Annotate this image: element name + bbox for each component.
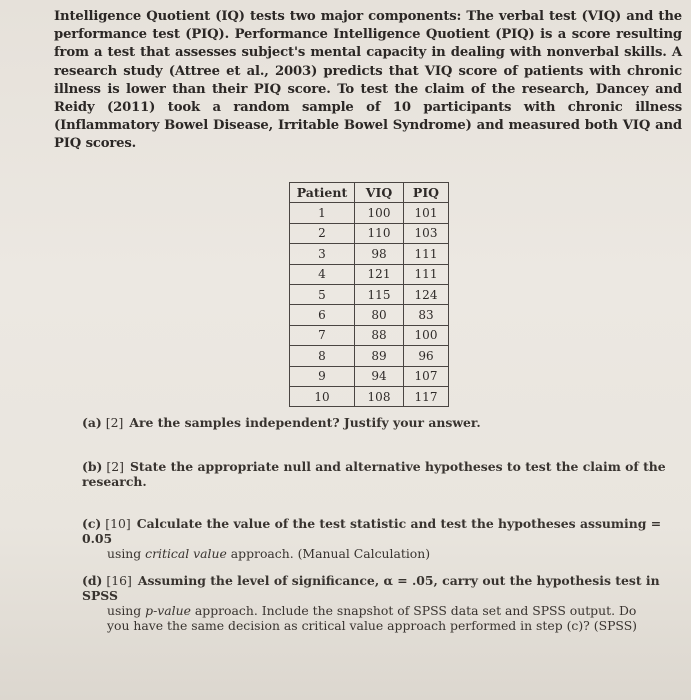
question-text-line2 [82, 546, 682, 561]
table-row [290, 366, 449, 386]
text-pre: using [107, 603, 146, 618]
question-text: State the appropriate null and alternative hypotheses to test the claim of the research. [82, 459, 666, 489]
question-d [82, 573, 682, 633]
intro-paragraph: Intelligence Quotient (IQ) tests two major components: The verbal test (VIQ) and the performance test (PIQ). Performance Intelligence Quotient (PIQ) is a score resulting from a test that assesses subject's mental capacity in dealing with nonverbal skills. A research study (Attree et al., 2003) predicts that VIQ score of patients with chronic illness is lower than their PIQ score. To test the claim of the research, Dancey and Reidy (2011) took a random sample of 10 participants with chronic illness (Inflammatory Bowel Disease, Irritable Bowel Syndrome) and measured both VIQ and PIQ scores. [54, 9, 682, 152]
viq-cell: 110 [355, 223, 404, 243]
viq-cell: 100 [355, 203, 404, 223]
patient-cell: 7 [290, 325, 355, 345]
table-row [290, 284, 449, 304]
question-a [82, 415, 682, 430]
piq-cell: 101 [404, 203, 449, 223]
piq-cell: 111 [404, 244, 449, 264]
viq-cell: 108 [355, 386, 404, 406]
question-label: (b) [82, 459, 103, 474]
table-row [290, 386, 449, 406]
viq-cell: 80 [355, 305, 404, 325]
table-header-row [290, 183, 449, 203]
viq-cell: 115 [355, 284, 404, 304]
viq-cell: 88 [355, 325, 404, 345]
question-b [82, 459, 682, 489]
piq-cell: 111 [404, 264, 449, 284]
table-row [290, 244, 449, 264]
question-c [82, 516, 682, 561]
text-pre: using [107, 546, 146, 561]
text-emphasis: critical value [145, 546, 227, 561]
patient-cell: 8 [290, 346, 355, 366]
viq-cell: 94 [355, 366, 404, 386]
header-piq: PIQ [404, 183, 449, 203]
text-emphasis: p-value [145, 603, 191, 618]
header-patient: Patient [290, 183, 355, 203]
piq-cell: 107 [404, 366, 449, 386]
patient-cell: 4 [290, 264, 355, 284]
patient-cell: 3 [290, 244, 355, 264]
question-marks: [10] [105, 516, 131, 531]
viq-cell: 121 [355, 264, 404, 284]
question-text-line1: Assuming the level of significance, α = .05, carry out the hypothesis test in SPSS [82, 573, 660, 603]
question-text-line1: Calculate the value of the test statistic and test the hypotheses assuming = 0.05 [82, 516, 662, 546]
patient-cell: 10 [290, 386, 355, 406]
table-row [290, 264, 449, 284]
piq-cell: 124 [404, 284, 449, 304]
question-text-line3: you have the same decision as critical value approach performed in step (c)? (SPSS) [107, 618, 638, 633]
header-viq: VIQ [355, 183, 404, 203]
patient-cell: 5 [290, 284, 355, 304]
question-label: (c) [82, 516, 102, 531]
viq-cell: 89 [355, 346, 404, 366]
piq-cell: 100 [404, 325, 449, 345]
question-marks: [16] [106, 573, 132, 588]
patient-cell: 9 [290, 366, 355, 386]
question-label: (a) [82, 415, 102, 430]
question-text: Are the samples independent? Justify your answer. [129, 415, 481, 430]
iq-scores-table [289, 182, 449, 407]
patient-cell: 1 [290, 203, 355, 223]
text-post: approach. Include the snapshot of SPSS data set and SPSS output. Do [190, 603, 637, 618]
piq-cell: 117 [404, 386, 449, 406]
patient-cell: 6 [290, 305, 355, 325]
question-text-line2 [82, 603, 682, 618]
piq-cell: 83 [404, 305, 449, 325]
table-row [290, 223, 449, 243]
table-row [290, 203, 449, 223]
patient-cell: 2 [290, 223, 355, 243]
piq-cell: 96 [404, 346, 449, 366]
table-row [290, 305, 449, 325]
question-marks: [2] [106, 459, 124, 474]
table-row [290, 325, 449, 345]
table-row [290, 346, 449, 366]
viq-cell: 98 [355, 244, 404, 264]
piq-cell: 103 [404, 223, 449, 243]
question-label: (d) [82, 573, 103, 588]
question-marks: [2] [105, 415, 124, 430]
text-post: approach. (Manual Calculation) [226, 546, 431, 561]
